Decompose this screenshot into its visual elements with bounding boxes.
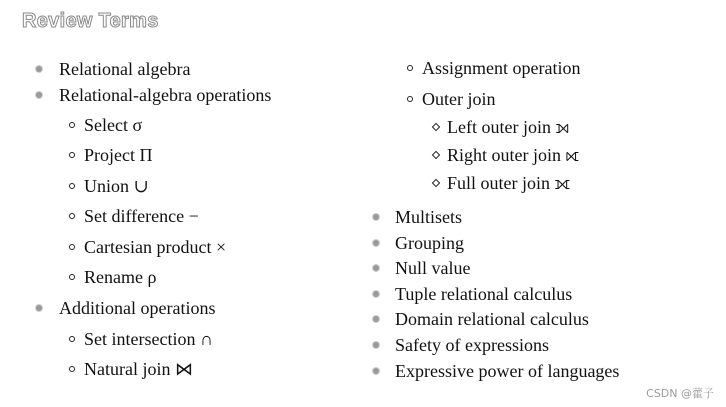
bullet-diamond-icon [432,151,440,159]
bullet-dot-icon [373,342,379,348]
term-additional-operations: Additional operations [59,298,216,318]
term-relational-algebra-operations: Relational-algebra operations [59,85,272,105]
page-title: Review Terms [22,10,159,32]
bullet-circle-icon [69,366,75,372]
term-full-outer-join: Full outer join ⟗ [447,173,571,193]
term-null-value: Null value [395,258,471,278]
term-right-outer-join: Right outer join ⟖ [447,145,580,165]
term-expressive-power: Expressive power of languages [395,361,620,381]
term-outer-join: Outer join [422,89,496,109]
bullet-circle-icon [407,65,413,71]
bullet-dot-icon [36,305,42,311]
term-project: Project Π [84,145,153,165]
term-cartesian-product: Cartesian product × [84,237,227,257]
bullet-circle-icon [69,152,75,158]
bullet-circle-icon [69,336,75,342]
term-set-difference: Set difference − [84,206,199,226]
bullet-circle-icon [69,183,75,189]
bullet-circle-icon [69,122,75,128]
bullet-dot-icon [373,265,379,271]
term-select: Select σ [84,115,143,135]
bullet-dot-icon [373,368,379,374]
term-union: Union ∪ [84,176,149,196]
term-relational-algebra: Relational algebra [59,59,191,79]
term-domain-relational-calculus: Domain relational calculus [395,309,589,329]
bullet-circle-icon [407,96,413,102]
bullet-dot-icon [373,316,379,322]
bullet-diamond-icon [432,179,440,187]
term-left-outer-join: Left outer join ⟕ [447,117,570,137]
bullet-diamond-icon [432,123,440,131]
term-set-intersection: Set intersection ∩ [84,329,213,349]
term-natural-join: Natural join ⋈ [84,359,193,379]
bullet-circle-icon [69,213,75,219]
term-assignment-operation: Assignment operation [422,58,581,78]
bullet-dot-icon [36,66,42,72]
term-multisets: Multisets [395,207,463,227]
term-safety-of-expressions: Safety of expressions [395,335,549,355]
bullet-dot-icon [373,240,379,246]
bullet-dot-icon [36,92,42,98]
bullet-circle-icon [69,274,75,280]
bullet-dot-icon [373,214,379,220]
term-rename: Rename ρ [84,267,157,287]
bullet-circle-icon [69,244,75,250]
term-grouping: Grouping [395,233,464,253]
term-tuple-relational-calculus: Tuple relational calculus [395,284,573,304]
bullet-dot-icon [373,291,379,297]
watermark: CSDN @藿子 [646,387,714,400]
